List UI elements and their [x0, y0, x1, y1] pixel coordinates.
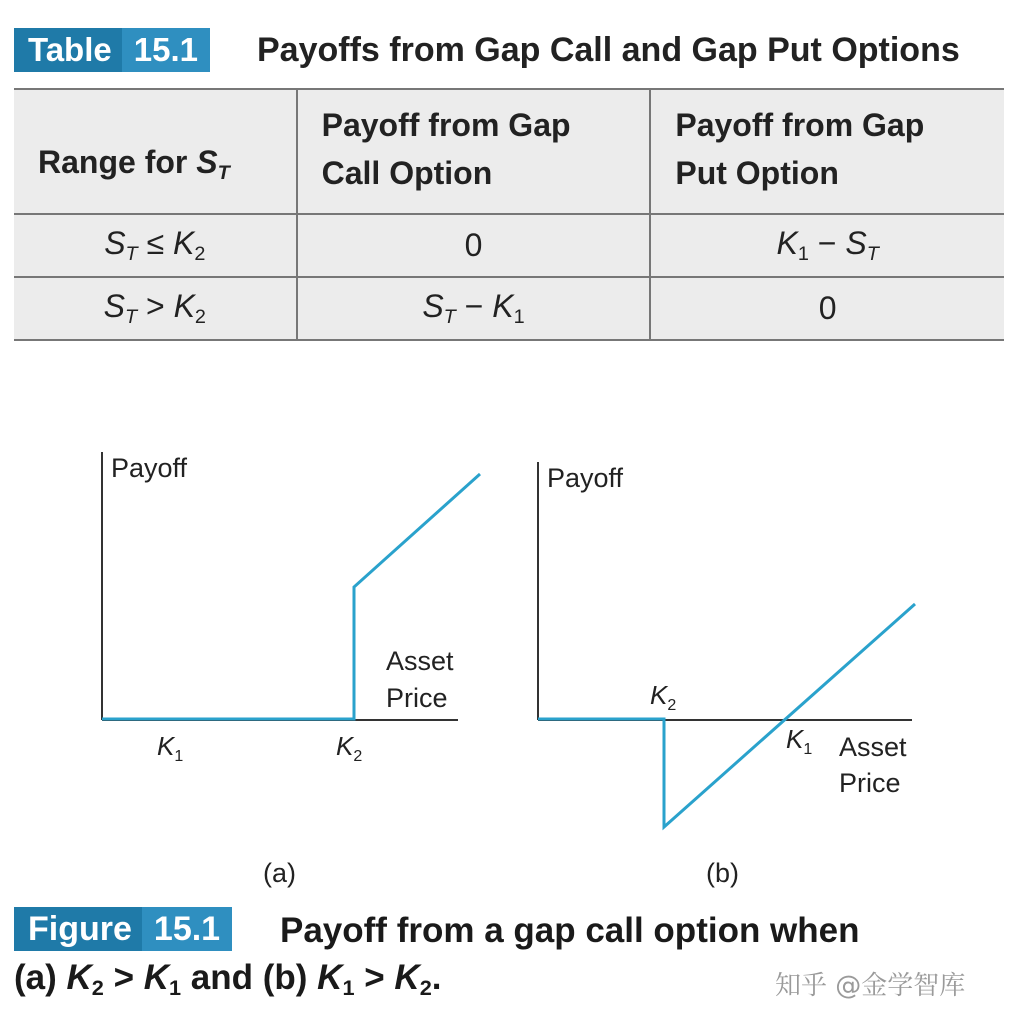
- table-title: Payoffs from Gap Call and Gap Put Options: [257, 31, 960, 69]
- panel-a-caption: (a): [263, 858, 296, 888]
- header-range-sub: T: [217, 162, 230, 184]
- row2-put: 0: [650, 277, 1004, 340]
- header-range-text: Range for: [38, 144, 197, 180]
- figure-caption-line1: Payoff from a gap call option when: [280, 911, 860, 950]
- watermark-text: 知乎 @金学智库: [775, 971, 966, 1001]
- panel-b-y-label: Payoff: [547, 463, 624, 493]
- header-call-line1: Payoff from Gap: [321, 107, 571, 143]
- panel-b-caption: (b): [706, 858, 739, 888]
- panel-b: [538, 462, 915, 888]
- header-call: [297, 89, 651, 214]
- table-header-row: [14, 89, 1004, 214]
- panel-b-x-label-2: Price: [839, 768, 901, 798]
- table-tag-number: 15.1: [122, 28, 210, 72]
- table-tag-label: Table: [28, 31, 112, 68]
- row2-call: $S_T - K_1$: [297, 277, 651, 340]
- header-range: [14, 89, 297, 214]
- table-row: [14, 277, 1004, 340]
- panel-a: [102, 452, 480, 888]
- header-range-var: S: [196, 144, 218, 180]
- panel-a-x-label-2: Price: [386, 683, 448, 713]
- panel-a-x-label-1: Asset: [386, 646, 454, 676]
- panel-a-y-label: Payoff: [111, 453, 188, 483]
- row1-put: $K_1 - S_T$: [650, 214, 1004, 277]
- panel-a-k2-label: $K_2$: [336, 731, 363, 765]
- figure-number-badge: [14, 907, 232, 951]
- figure-tag-number: 15.1: [142, 907, 232, 951]
- header-put: [650, 89, 1004, 214]
- header-put-line1: Payoff from Gap: [675, 107, 925, 143]
- panel-b-k1-label: $K_1$: [786, 724, 813, 758]
- header-call-line2: Call Option: [321, 155, 493, 191]
- header-put-line2: Put Option: [675, 155, 839, 191]
- figure-tag-label: Figure: [28, 910, 132, 948]
- figure-caption-line2: (a) $K_2 > K_1$ and (b) $K_1 > K_2$.: [14, 958, 442, 1000]
- row2-range: $S_T > K_2$: [14, 277, 297, 340]
- payoff-diagrams: [0, 430, 1017, 900]
- panel-b-x-label-1: Asset: [839, 732, 907, 762]
- payoff-table: [14, 88, 1004, 341]
- panel-a-k1-label: $K_1$: [157, 731, 184, 765]
- table-number-badge: [14, 28, 210, 72]
- row1-call: 0: [297, 214, 651, 277]
- panel-b-k2-label: $K_2$: [650, 680, 677, 714]
- table-row: [14, 214, 1004, 277]
- row1-range: $S_T \le K_2$: [14, 214, 297, 277]
